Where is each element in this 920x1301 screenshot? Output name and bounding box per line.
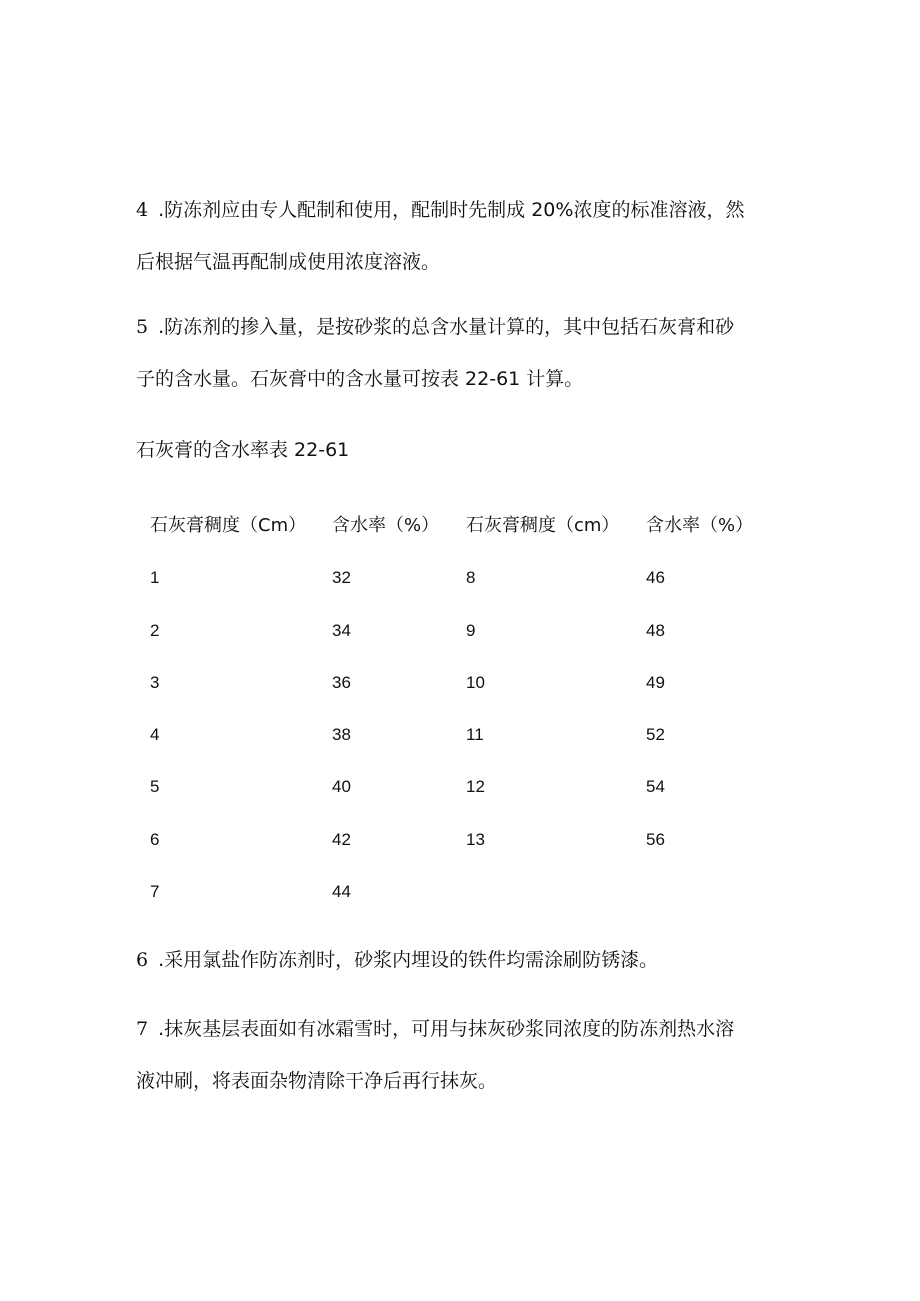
table-cell: 9 <box>466 620 476 640</box>
table-cell: 54 <box>646 777 665 797</box>
table-cell: 12 <box>466 777 485 797</box>
table-row <box>150 709 790 761</box>
item-number: 5 <box>136 316 149 338</box>
paragraph-4 <box>136 184 786 288</box>
table-cell: 44 <box>332 882 351 902</box>
table-cell: 32 <box>332 568 351 588</box>
table-cell: 6 <box>150 829 160 849</box>
table-cell: 36 <box>332 672 351 692</box>
paragraph-line: 液冲刷，将表面杂物清除干净后再行抹灰。 <box>136 1070 498 1092</box>
table-cell: 3 <box>150 672 160 692</box>
table-cell: 7 <box>150 882 160 902</box>
line-text: .防冻剂应由专人配制和使用，配制时先制成 20%浓度的标准溶液，然 <box>152 199 745 221</box>
item-number: 6 <box>136 949 149 971</box>
table-cell: 8 <box>466 568 476 588</box>
table-row <box>150 552 790 604</box>
table-caption: 石灰膏的含水率表 22-61 <box>136 439 350 461</box>
table-cell: 1 <box>150 568 160 588</box>
table-cell: 5 <box>150 777 160 797</box>
paragraph-line <box>136 1003 786 1055</box>
paragraph-5 <box>136 301 786 405</box>
paragraph-line: 后根据气温再配制成使用浓度溶液。 <box>136 251 441 273</box>
table-row <box>150 605 790 657</box>
table-cell: 2 <box>150 620 160 640</box>
table-row <box>150 814 790 866</box>
table-cell: 49 <box>646 672 665 692</box>
item-number: 7 <box>136 1018 149 1040</box>
table-cell: 46 <box>646 568 665 588</box>
paragraph-line <box>136 934 786 986</box>
moisture-table <box>150 500 790 918</box>
paragraph-6 <box>136 934 786 986</box>
table-cell: 11 <box>466 725 484 745</box>
table-row <box>150 657 790 709</box>
paragraph-line: 子的含水量。石灰膏中的含水量可按表 22-61 计算。 <box>136 368 584 390</box>
paragraph-line <box>136 184 786 236</box>
line-text: .采用氯盐作防冻剂时，砂浆内埋设的铁件均需涂刷防锈漆。 <box>152 949 659 971</box>
table-cell: 56 <box>646 829 665 849</box>
item-number: 4 <box>136 199 149 221</box>
table-cell: 40 <box>332 777 351 797</box>
table-cell: 4 <box>150 725 160 745</box>
header-cell: 石灰膏稠度（Cm） <box>150 515 307 536</box>
table-row <box>150 761 790 813</box>
table-cell: 48 <box>646 620 665 640</box>
table-cell: 10 <box>466 672 485 692</box>
table-cell: 42 <box>332 829 351 849</box>
paragraph-line <box>136 301 786 353</box>
table-cell: 34 <box>332 620 351 640</box>
table-cell: 13 <box>466 829 485 849</box>
header-cell: 含水率（%） <box>332 515 440 536</box>
line-text: .抹灰基层表面如有冰霜雪时，可用与抹灰砂浆同浓度的防冻剂热水溶 <box>152 1018 735 1040</box>
header-cell: 石灰膏稠度（cm） <box>466 515 620 536</box>
table-header-row <box>150 500 790 552</box>
table-row <box>150 866 790 918</box>
header-cell: 含水率（%） <box>646 515 754 536</box>
line-text: .防冻剂的掺入量，是按砂浆的总含水量计算的，其中包括石灰膏和砂 <box>152 316 735 338</box>
table-cell: 52 <box>646 725 665 745</box>
paragraph-7 <box>136 1003 786 1107</box>
table-cell: 38 <box>332 725 351 745</box>
